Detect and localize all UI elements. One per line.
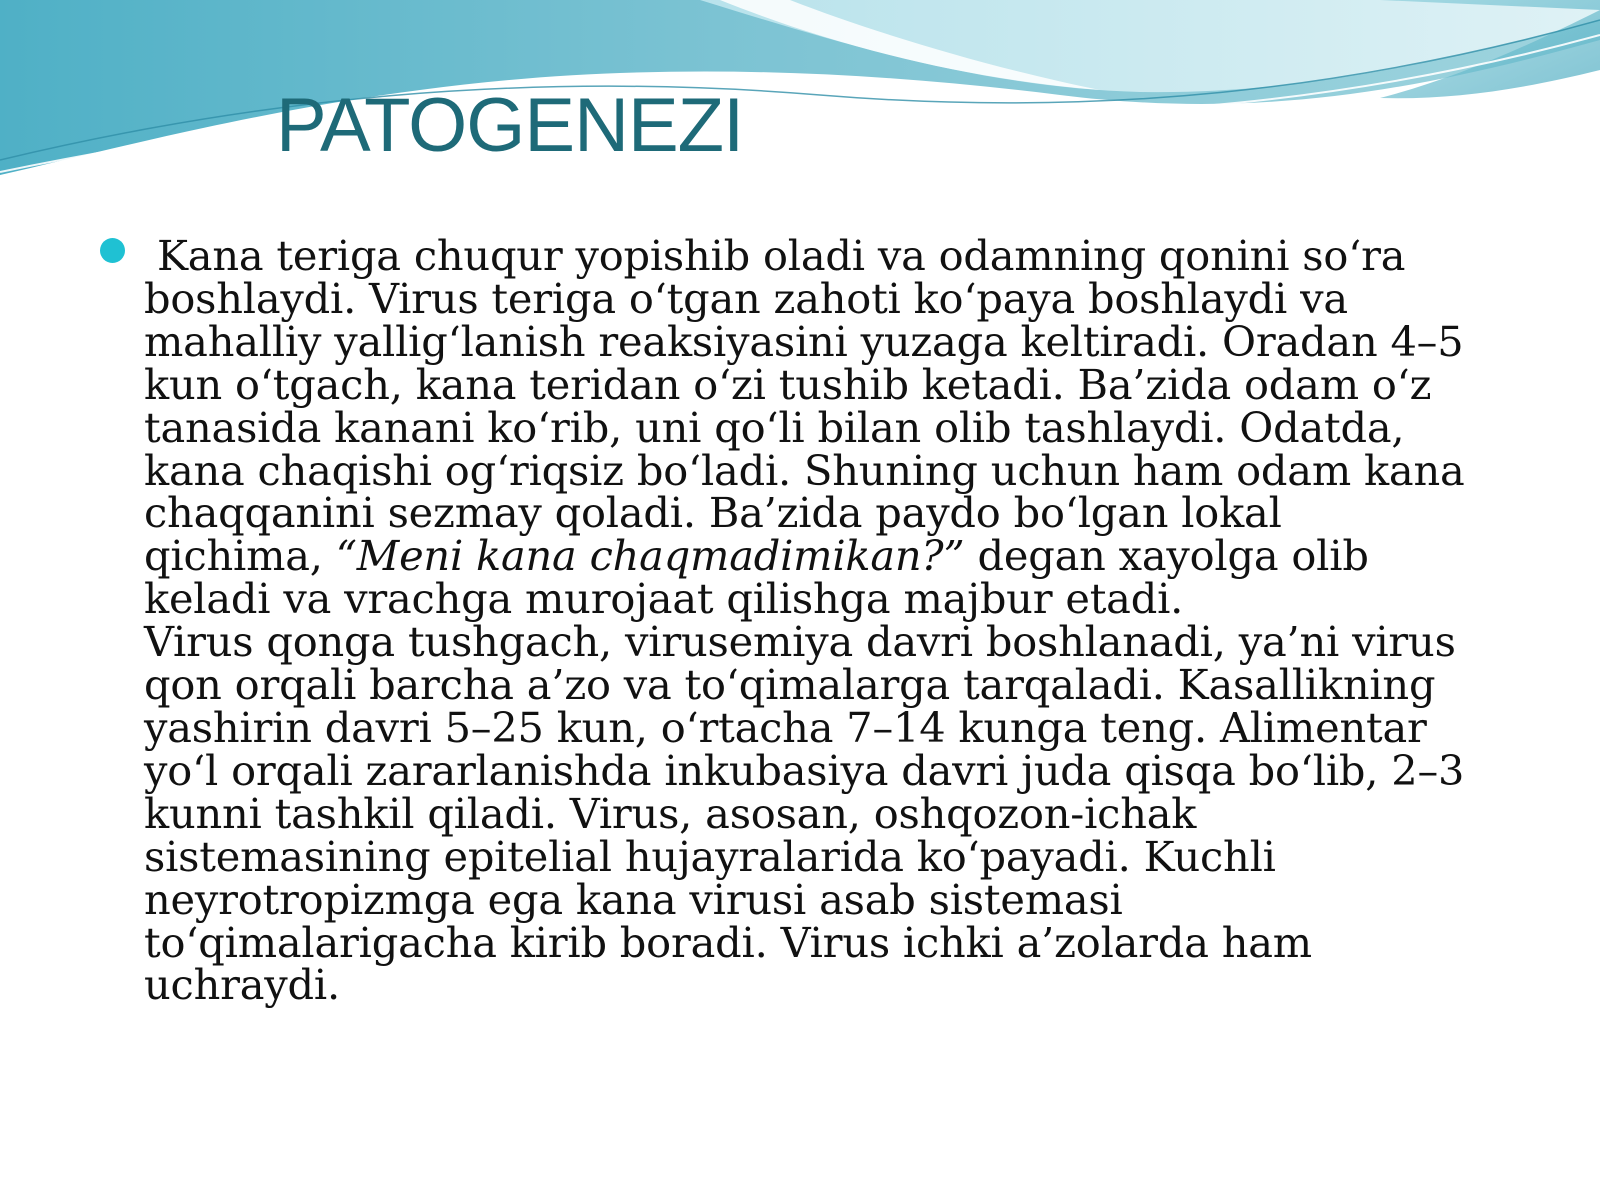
paragraph-line: chaqqanini sezmay qoladi. Ba’zida paydo bo‘lgan lokal [144,488,1282,538]
italic-quote: “Meni kana chaqmadimikan?” [335,531,965,581]
paragraph-line: kun o‘tgach, kana teridan o‘zi tushib ketadi. Ba’zida odam o‘z [144,359,1432,409]
paragraph-line: neyrotropizmga ega kana virusi asab sistemasi [144,874,1123,924]
paragraph-line: sistemasining epitelial hujayralarida ko‘payadi. Kuchli [144,831,1276,881]
paragraph-line-with-quote [144,531,1514,581]
paragraph-line: Kana teriga chuqur yopishib oladi va odamning qonini so‘ra [144,231,1406,280]
slide-title: PATOGENEZI [276,83,744,168]
paragraph-line: yo‘l orqali zararlanishda inkubasiya davri juda qisqa bo‘lib, 2–3 [144,745,1465,795]
paragraph-line: keladi va vrachga murojaat qilishga majbur etadi. [144,574,1184,624]
body-paragraph [144,231,1514,1010]
paragraph-line: kunni tashkil qiladi. Virus, asosan, oshqozon-ichak [144,788,1197,838]
paragraph-line: uchraydi. [144,960,340,1010]
paragraph-line: mahalliy yallig‘lanish reaksiyasini yuzaga keltiradi. Oradan 4–5 [144,316,1464,366]
paragraph-line: to‘qimalarigacha kirib boradi. Virus ichki a’zolarda ham [144,917,1312,967]
bullet-point-icon [100,238,125,263]
paragraph-line: yashirin davri 5–25 kun, o‘rtacha 7–14 kunga teng. Alimentar [144,702,1427,752]
paragraph-line: qon orqali barcha a’zo va to‘qimalarga tarqaladi. Kasallikning [144,660,1436,710]
line-text: degan xayolga olib [964,531,1369,581]
paragraph-line: tanasida kanani ko‘rib, uni qo‘li bilan olib tashlaydi. Odatda, [144,402,1405,452]
wave-header-decoration [0,0,1600,200]
paragraph-line: Virus qonga tushgach, virusemiya davri boshlanadi, ya’ni virus [144,617,1456,667]
paragraph-line: kana chaqishi og‘riqsiz bo‘ladi. Shuning uchun ham odam kana [144,445,1465,495]
paragraph-line: boshlaydi. Virus teriga o‘tgan zahoti ko‘paya boshlaydi va [144,273,1348,323]
line-text: qichima, [144,531,336,581]
